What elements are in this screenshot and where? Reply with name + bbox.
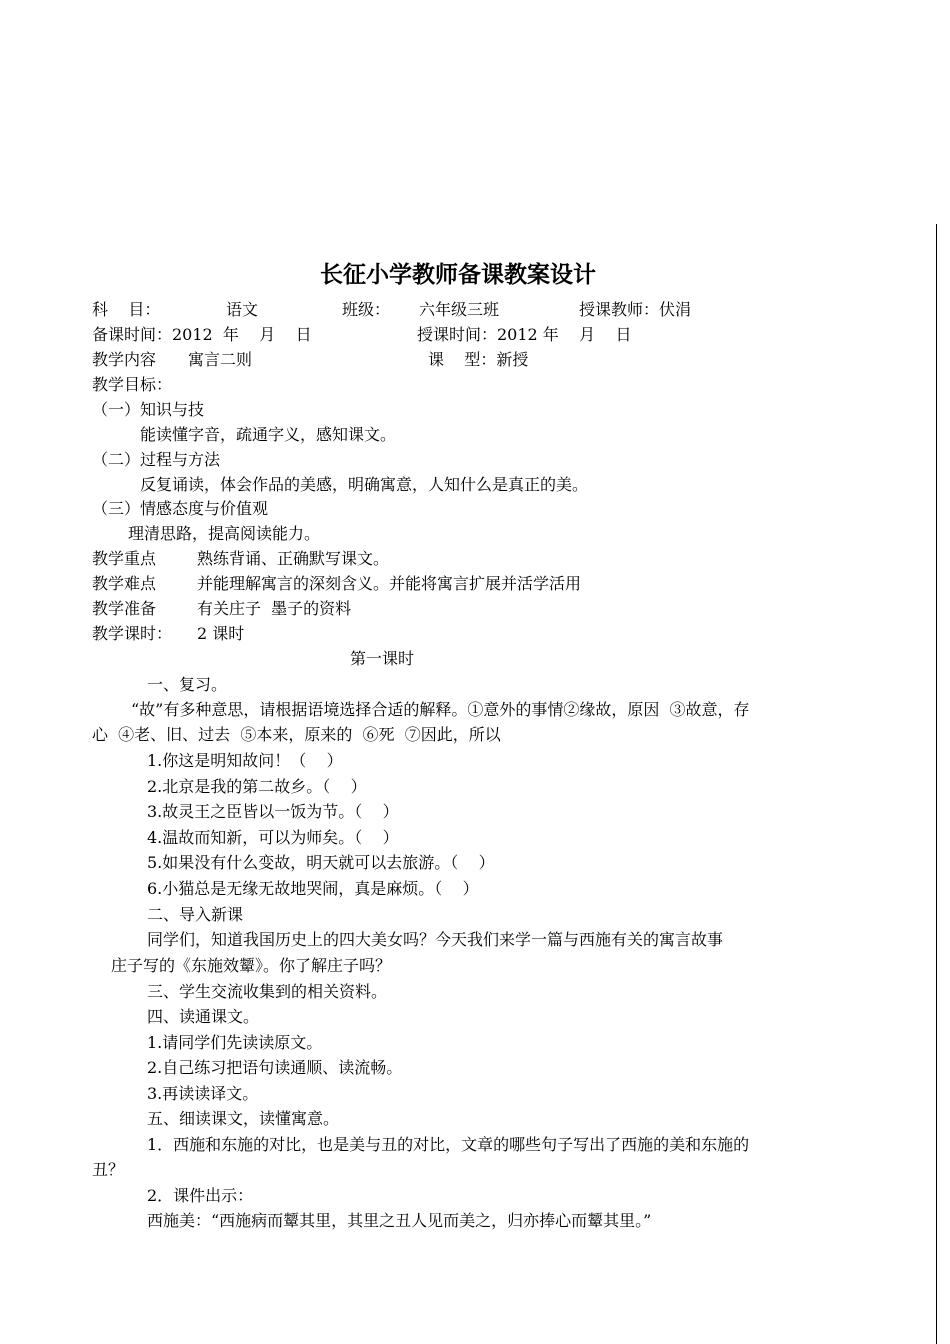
reading-heading: 四、读通课文。: [147, 1007, 260, 1026]
content-value: 寓言二则: [188, 350, 253, 369]
review-question-6: 6.小猫总是无缘无故地哭闹，真是麻烦。（ ）: [147, 879, 479, 898]
page-title: 长征小学教师备课教案设计: [320, 262, 596, 288]
content-label: 教学内容: [92, 350, 157, 369]
close-reading-p1-line-2: 丑？: [92, 1160, 125, 1179]
review-intro-line-1: “故”有多种意思，请根据语境选择合适的解释。①意外的事情②缘故，原因 ③故意，存: [131, 700, 750, 719]
intro-text-line-2: 庄子写的《东施效颦》。你了解庄子吗？: [111, 956, 392, 975]
goal-2-title: （二）过程与方法: [92, 450, 221, 469]
review-question-3: 3.故灵王之臣皆以一饭为节。（ ）: [147, 802, 399, 821]
key-point-label: 教学重点: [92, 549, 157, 568]
goals-heading: 教学目标：: [92, 375, 173, 394]
section-3-heading: 三、学生交流收集到的相关资料。: [147, 982, 388, 1001]
goal-1-title: （一）知识与技: [92, 400, 205, 419]
review-question-2: 2.北京是我的第二故乡。（ ）: [147, 777, 367, 796]
subject-label: 科 目：: [92, 300, 161, 319]
difficulty-label: 教学难点: [92, 574, 157, 593]
goal-3-title: （三）情感态度与价值观: [92, 499, 269, 518]
lesson-heading: 第一课时: [350, 649, 415, 668]
goal-2-text: 反复诵读，体会作品的美感，明确寓意，人知什么是真正的美。: [140, 475, 589, 494]
review-heading: 一、复习。: [147, 675, 228, 694]
key-point-text: 熟练背诵、正确默写课文。: [197, 549, 390, 568]
preparation-text: 有关庄子 墨子的资料: [197, 599, 352, 618]
review-question-5: 5.如果没有什么变故，明天就可以去旅游。（ ）: [147, 853, 495, 872]
close-reading-p2: 2．课件出示：: [147, 1186, 254, 1205]
lesson-type-field: 课 型：新授: [428, 350, 529, 369]
hours-text: 2 课时: [197, 624, 245, 643]
class-label: 班级：: [342, 300, 391, 319]
difficulty-text: 并能理解寓言的深刻含义。并能将寓言扩展并活学活用: [197, 574, 582, 593]
review-question-1: 1.你这是明知故问！（ ）: [147, 751, 343, 770]
goal-3-text: 理清思路，提高阅读能力。: [128, 524, 321, 543]
reading-step-1: 1.请同学们先读读原文。: [147, 1033, 323, 1052]
reading-step-2: 2.自己练习把语句读通顺、读流畅。: [147, 1058, 403, 1077]
intro-heading: 二、导入新课: [147, 905, 244, 924]
prep-time-field: 备课时间：2012 年 月 日: [92, 325, 312, 344]
teacher-field: 授课教师：伏涓: [579, 300, 692, 319]
preparation-label: 教学准备: [92, 599, 157, 618]
close-reading-heading: 五、细读课文，读懂寓意。: [147, 1109, 340, 1128]
intro-text-line-1: 同学们，知道我国历史上的四大美女吗？今天我们来学一篇与西施有关的寓言故事: [147, 930, 724, 949]
close-reading-p1-line-1: 1．西施和东施的对比，也是美与丑的对比，文章的哪些句子写出了西施的美和东施的: [147, 1135, 750, 1154]
review-intro-line-2: 心 ④老、旧、过去 ⑤本来，原来的 ⑥死 ⑦因此，所以: [92, 725, 501, 744]
review-question-4: 4.温故而知新，可以为师矣。（ ）: [147, 828, 399, 847]
teach-time-field: 授课时间：2012 年 月 日: [417, 325, 632, 344]
page-edge-line: [936, 224, 937, 1344]
close-reading-p3: 西施美：“西施病而颦其里，其里之丑人见而美之，归亦捧心而颦其里。”: [147, 1211, 652, 1230]
class-value: 六年级三班: [419, 300, 500, 319]
hours-label: 教学课时：: [92, 624, 173, 643]
subject-value: 语文: [226, 300, 259, 319]
goal-1-text: 能读懂字音，疏通字义，感知课文。: [140, 425, 397, 444]
reading-step-3: 3.再读读译文。: [147, 1084, 259, 1103]
